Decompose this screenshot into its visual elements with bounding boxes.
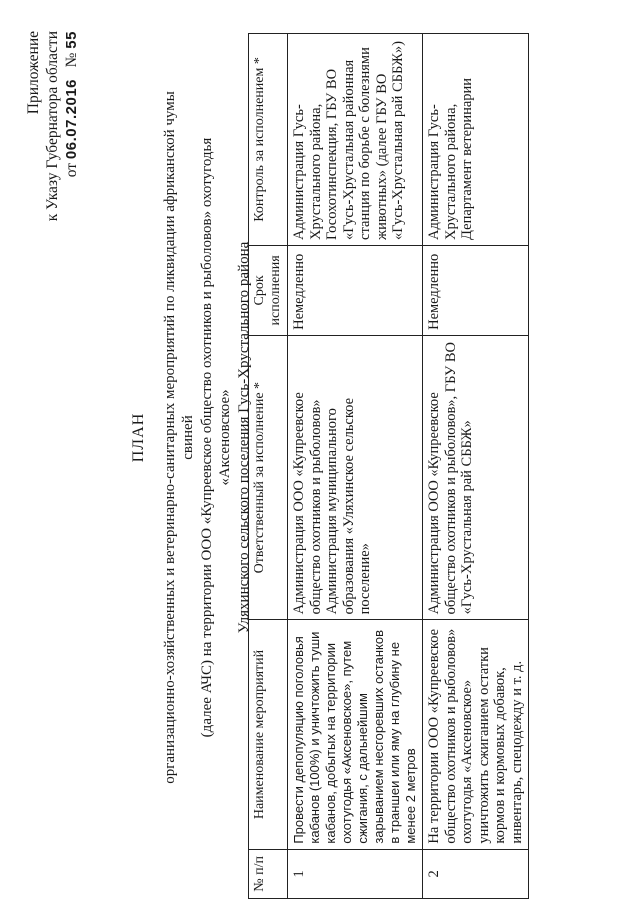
date-prefix: от <box>63 162 80 178</box>
row-measure: На территории ООО «Купреевское общество охотников и рыболовов» охотугодья «Аксеновское» уничтожить сжиганием остатки кормов и кормовых добавок, инвентарь, спецодежду и т. д. <box>423 620 529 849</box>
plan-subtitle-line: (далее АЧС) на территории ООО «Купреевское общество охотников и рыболовов» охотугодья «Аксеновское» <box>198 137 233 738</box>
plan-subtitle-line: организационно-хозяйственных и ветеринарно-санитарных мероприятий по ликвидации африканской чумы свиней <box>161 91 196 784</box>
header-control: Контроль за исполнением * <box>249 34 288 246</box>
number-prefix: № <box>63 52 80 68</box>
header-responsible: Ответственный за исполнение * <box>249 335 288 619</box>
row-deadline: Немедленно <box>288 245 423 335</box>
appendix-decree: к Указу Губернатора области <box>44 31 61 222</box>
header-num: № п/п <box>249 849 288 898</box>
row-responsible: Администрация ООО «Купреевское общество охотников и рыболовов» Администрация муниципального образования «Уляхинское сельское поселение» <box>288 335 423 619</box>
row-control: Администрация Гусь-Хрустального района, Департамент ветеринарии <box>423 34 529 246</box>
row-num: 2 <box>423 849 529 898</box>
decree-date: 06.07.2016 <box>63 78 80 160</box>
row-deadline: Немедленно <box>423 245 529 335</box>
row-responsible: Администрация ООО «Купреевское общество охотников и рыболовов», ГБУ ВО «Гусь-Хрустальная рай СББЖ» <box>423 335 529 619</box>
row-num: 1 <box>288 849 423 898</box>
plan-title: ПЛАН <box>130 412 147 463</box>
measures-table <box>248 33 529 899</box>
header-measure: Наименование мероприятий <box>249 620 288 849</box>
appendix-note <box>24 31 81 221</box>
plan-subtitle-line: Уляхинского сельского поселения Гусь-Хрустального района <box>235 241 252 634</box>
row-control: Администрация Гусь-Хрустального района, Госохотинспекция, ГБУ ВО «Гусь-Хрустальная районная станция по борьбе с болезнями животных» (далее ГБУ ВО «Гусь-Хрустальная рай СББЖ») <box>288 34 423 246</box>
table-row <box>423 34 529 899</box>
header-deadline: Срок исполнения <box>249 245 288 335</box>
appendix-label: Приложение <box>25 31 42 115</box>
table-row <box>288 34 423 899</box>
appendix-date-line <box>62 31 81 221</box>
decree-number: 55 <box>63 31 80 49</box>
plan-heading <box>130 90 253 785</box>
row-measure: Провести депопуляцию поголовья кабанов (100%) и уничтожить туши кабанов, добытых на территории охотугодья «Аксеновское», путем сжигания, с дальнейшим зарыванием несгоревших останков в траншеи или яму на глубину не менее 2 метров <box>288 620 423 849</box>
table-header-row <box>249 34 288 899</box>
